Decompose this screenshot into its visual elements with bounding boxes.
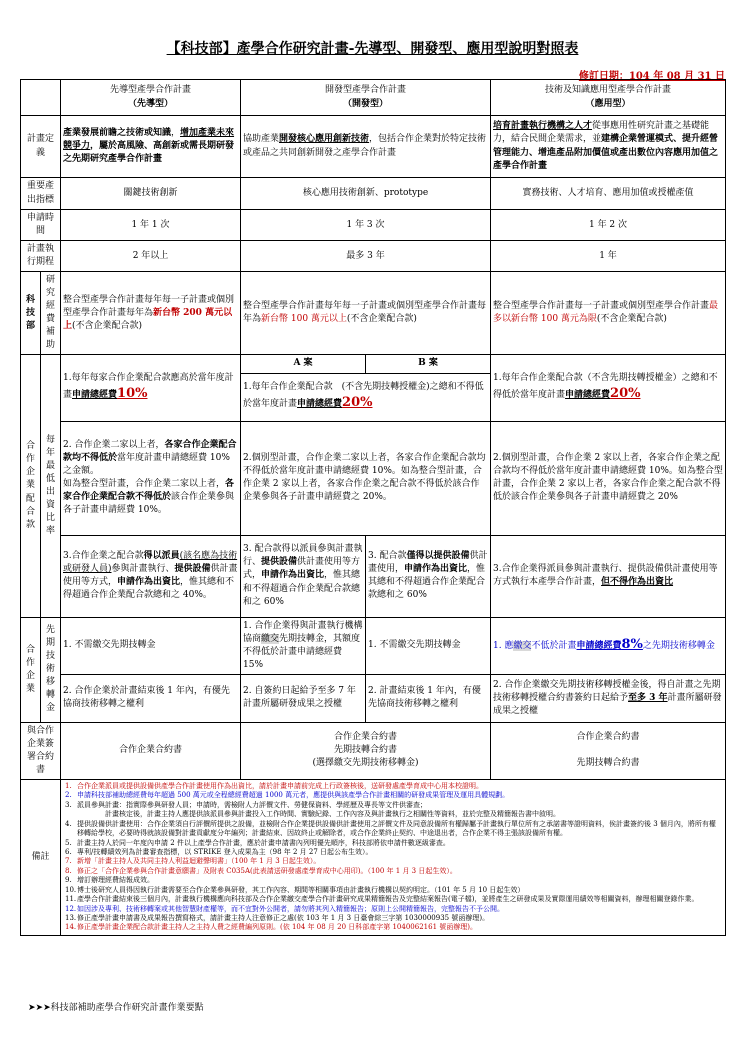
note-text: 博士後研究人員得因執行計畫需要至合作企業參與研發，其工作內容、期間等相關事項由計畫執行機構以契約明定。（101 年 5 月 10 日起生效） (77, 885, 525, 894)
output-label: 重要產出指標 (21, 178, 61, 210)
note-number: 5. (65, 838, 72, 847)
period-col1: 2 年以上 (61, 241, 241, 272)
tech-colB-1: 1. 不需繳交先期技轉金 (366, 617, 491, 674)
note-number: 12. (65, 904, 77, 913)
contract-col2: 合作企業合約書 先期技轉合約書 (選擇繳交先期技術移轉金) (241, 722, 491, 779)
note-item (65, 810, 721, 819)
tech-r2-row (21, 674, 726, 722)
match-r2-col2: 2.個別型計畫，合作企業二家以上者，各家合作企業配合款均不得低於當年度計畫申請總經費 10%。如為整合型計畫，合作企業 2 家以上者，各家合作企業之配合款不得低於該合作企業參與各子計畫申請經費之 20%。 (241, 421, 491, 535)
note-item (65, 820, 721, 839)
definition-col1: 產業發展前瞻之技術或知識，增加產業未來競爭力，屬於高風險、高創新或需長期研發之先期研究產學合作計畫 (61, 116, 241, 178)
tech-col3-2: 2. 合作企業繳交先期技術移轉授權金後，得自計畫之先期技術移轉授權合約書簽約日起給予至多 3 年計畫所屬研發成果之授權 (491, 674, 726, 722)
note-number: 9. (65, 876, 72, 885)
match-r3-colA: 3. 配合款得以派員參與計畫執行、提供設備供計畫使用等方式，申請作為出資比，惟其總和不得超過合作企業配合款總和之 60% (241, 535, 366, 617)
funding-label: 研究經費補助 (41, 272, 61, 355)
header-col2: 開發型產學合作計畫 （開發型） (241, 80, 491, 116)
funding-label-ministry: 科技部 (21, 272, 41, 355)
revision-date: 修訂日期：104 年 08 月 31 日 (578, 71, 725, 82)
note-number: 7. (65, 857, 72, 866)
note-text: 如因涉及專利、技術移轉案或其他智慧財產權等，而不宜對外公開者，請勿將其列入精簡報告；原則上公開精簡報告，完整報告不予公開。 (77, 904, 504, 913)
note-item (65, 905, 721, 914)
note-item (65, 839, 721, 848)
note-text: 修正之「合作企業參與合作計畫意願書」及附表 C035A(此表請送研發處產學育成中心用印)。（100 年 1 月 3 日起生效）。 (77, 866, 457, 875)
tech-label-fee: 先期技術移轉金 (41, 617, 61, 722)
note-text: 產學合作計畫結束後三個月內，計畫執行機構應向科技部及合作企業繳交產學合作計畫研究成果精簡報告及完整結案報告(電子檔)，並將產生之研發成果及實際運用績效等相關資料，辦理相關登錄作業。 (77, 895, 699, 904)
note-text: 派員參與計畫：指實際參與研發人員；申請時，需檢附人力評價文件、勞健保資料、學經歷及專長等文件供審查； (77, 800, 427, 809)
note-number: 8. (65, 866, 72, 875)
funding-col2: 整合型產學合作計畫每年每一子計畫或個別型產學合作計畫每年為新台幣 100 萬元以上(不含企業配合款) (241, 272, 491, 355)
contract-col3: 合作企業合約書 先期技轉合約書 (491, 722, 726, 779)
output-row (21, 178, 726, 210)
plan-b-label: B 案 (366, 355, 491, 373)
period-col2: 最多 3 年 (241, 241, 491, 272)
note-number: 4. (65, 819, 72, 828)
note-text: 計畫核定後，計畫主持人應提供該派員參與計畫投入工作時間、實驗紀錄、工作內容及與計畫執行之相關性等資料，並於完整及精簡報告書中敘明。 (77, 810, 560, 819)
header-row (21, 80, 726, 116)
tech-r1-row (21, 617, 726, 674)
apply-time-col2: 1 年 3 次 (241, 210, 491, 241)
match-r2-col3: 2.個別型計畫，合作企業 2 家以上者，各家合作企業之配合款均不得低於當年度計畫申請總經費 10%。如為整合型計畫，合作企業 2 家以上者，各家合作企業之配合款不得低於該合作企業參與各子計畫申請經費之 20% (491, 421, 726, 535)
note-item (65, 923, 721, 932)
note-item (65, 782, 721, 791)
plan-ab-row (21, 355, 726, 373)
footer-reference: ➤➤➤科技部補助產學合作研究計畫作業要點 (28, 1003, 204, 1013)
note-text: 修正產學計畫申請書及成果報告撰寫格式，請計畫主持人注意修正之處(依 103 年 1 月 3 日臺會綜三字第 1030000935 號函辦理)。 (77, 914, 490, 923)
tech-col1-1: 1. 不需繳交先期技轉金 (61, 617, 241, 674)
note-text: 修正產學計畫企業配合款計畫主持人之主持人費之經費編列原則。(依 104 年 08 月 20 日科部產字第 1040062161 號函辦理)。 (77, 923, 477, 932)
note-item (65, 886, 721, 895)
note-number: 6. (65, 847, 72, 856)
note-item (65, 801, 721, 810)
note-item (65, 791, 721, 800)
note-text: 申請科技部補助總經費每年超過 500 萬元或全程總經費超過 1000 萬元者，應提供與該產學合作計畫相關的研發成果管理及運用具體規劃。 (77, 791, 510, 800)
note-number: 1. (65, 781, 72, 790)
match-r1-col2: 1.每年合作企業配合款 (不含先期技轉授權金)之總和不得低於當年度計畫申請總經費20% (241, 373, 491, 421)
note-number: 10. (65, 885, 77, 894)
note-item (65, 857, 721, 866)
match-r2-row (21, 421, 726, 535)
note-text: 計畫主持人於同一年度內申請 2 件以上產學合作計畫，應於計畫申請書內列明優先順序，科技部將依申請件數逐級審查。 (77, 838, 450, 847)
period-col3: 1 年 (491, 241, 726, 272)
match-label-ratio: 每年最低出資比率 (41, 355, 61, 617)
note-number: 2. (65, 791, 72, 800)
note-item (65, 848, 721, 857)
match-r3-col3: 3.合作企業得派員參與計畫執行、提供設備供計畫使用等方式執行本產學合作計畫，但不得作為出資比 (491, 535, 726, 617)
note-item (65, 895, 721, 904)
header-blank (21, 80, 61, 116)
tech-col3-1: 1. 應繳交不低於計畫申請總經費8%之先期技術移轉金 (491, 617, 726, 674)
notes-list (65, 782, 721, 933)
notes-label: 備註 (21, 779, 61, 935)
note-text: 增訂辦理經費結報成效。 (77, 876, 154, 885)
apply-time-label: 申請時間 (21, 210, 61, 241)
definition-col3: 培育計畫執行機構之人才從事應用性研究計畫之基礎能力，結合民間企業需求，並建構企業營運模式、提升經營管理能力、增進產品附加價值或產出數位內容應用加值之產學合作計畫 (491, 116, 726, 178)
note-number: 3. (65, 800, 72, 809)
match-r1-col3: 1.每年合作企業配合款（不含先期技轉授權金）之總和不得低於當年度計畫申請總經費20% (491, 355, 726, 421)
tech-colA-1: 1. 合作企業得與計畫執行機構協商繳交先期技轉金，其額度不得低於計畫申請總經費 15% (241, 617, 366, 674)
match-r3-row (21, 535, 726, 617)
definition-label: 計畫定義 (21, 116, 61, 178)
apply-time-row (21, 210, 726, 241)
notes-row (21, 779, 726, 935)
match-label-company: 合作企業配合款 (21, 355, 41, 617)
match-r3-col1: 3.合作企業之配合款得以派員(該名應為技術或研發人員)參與計畫執行、提供設備供計畫使用等方式，申請作為出資比，惟其總和不得超過合作企業配合款總和之 40%。 (61, 535, 241, 617)
contract-col1: 合作企業合約書 (61, 722, 241, 779)
match-r2-col1: 2. 合作企業二家以上者，各家合作企業配合款均不得低於當年度計畫申請總經費 10%之金額。 如為整合型計畫，合作企業二家以上者，各家合作企業配合款不得低於該合作企業參與各子計畫申請經費 10%。 (61, 421, 241, 535)
tech-colA-2: 2. 自簽約日起給予至多 7 年計畫所屬研發成果之授權 (241, 674, 366, 722)
note-number (65, 810, 77, 819)
match-r3-colB: 3. 配合款僅得以提供設備供計畫使用，申請作為出資比，惟其總和不得超過合作企業配合款總和之 60% (366, 535, 491, 617)
output-col3: 實務技術、人才培育、應用加值或授權產值 (491, 178, 726, 210)
tech-col1-2: 2. 合作企業於計畫結束後 1 年內，有優先協商技術移轉之權利 (61, 674, 241, 722)
funding-row (21, 272, 726, 355)
contract-label: 與合作企業簽署合約書 (21, 722, 61, 779)
notes-content (61, 779, 726, 935)
apply-time-col3: 1 年 2 次 (491, 210, 726, 241)
comparison-table (20, 79, 726, 936)
contract-row (21, 722, 726, 779)
tech-label-company: 合作企業 (21, 617, 41, 722)
definition-row (21, 116, 726, 178)
note-number: 13. (65, 914, 77, 923)
period-row (21, 241, 726, 272)
match-r1-col1: 1.每年每家合作企業配合款應高於當年度計畫申請總經費10% (61, 355, 241, 421)
note-item (65, 867, 721, 876)
note-number: 14. (65, 923, 77, 932)
note-item (65, 876, 721, 885)
note-text: 合作企業派員或提供設備供產學合作計畫使用作為出資比，請於計畫申請前完成上行政簽核後，送研發處產學育成中心用本校證明。 (77, 781, 483, 790)
note-text: 新增「計畫主持人及共同主持人利益迴避聲明書」（100 年 1 月 3 日起生效）。 (77, 857, 321, 866)
page-title: 【科技部】產學合作研究計畫-先導型、開發型、應用型說明對照表 (166, 41, 579, 57)
note-number: 11. (65, 895, 77, 904)
header-col1: 先導型產學合作計畫 （先導型） (61, 80, 241, 116)
header-col3: 技術及知識應用型產學合作計畫 （應用型） (491, 80, 726, 116)
funding-col3: 整合型產學合作計畫每一子計畫或個別型產學合作計畫最多以新台幣 100 萬元為限(不含企業配合款) (491, 272, 726, 355)
plan-a-label: A 案 (241, 355, 366, 373)
tech-colB-2: 2. 計畫結束後 1 年內，有優先協商技術移轉之權利 (366, 674, 491, 722)
output-col2: 核心應用技術創新、prototype (241, 178, 491, 210)
apply-time-col1: 1 年 1 次 (61, 210, 241, 241)
funding-col1: 整合型產學合作計畫每年每一子計畫或個別型產學合作計畫每年為新台幣 200 萬元以上(不含企業配合款) (61, 272, 241, 355)
note-text: 專利/技轉績效列為計畫審查指標，以 STRIKE 登入成果為主（98 年 2 月 27 日起公布生效）。 (77, 847, 373, 856)
period-label: 計畫執行期程 (21, 241, 61, 272)
output-col1: 關鍵技術創新 (61, 178, 241, 210)
definition-col2: 協助產業開發核心應用創新技術，包括合作企業對於特定技術或產品之共同創新開發之產學合作計畫 (241, 116, 491, 178)
note-text: 提供設備供計畫使用：合作企業須自行評價所提供之設備，並檢附合作企業提供設備供計畫使用之評價文件及同意設備所有權歸屬予計畫執行單位所有之承諾書等證明資料，俟計畫簽約後 3 個月內，將所有權移轉給學校，必要時得就該設備對計畫貢獻度分年編列；計畫結束、因故終止或解除者，或合作企業終止契約、中途退出者，合作企業不得主張該設備所有權。 (77, 819, 716, 838)
